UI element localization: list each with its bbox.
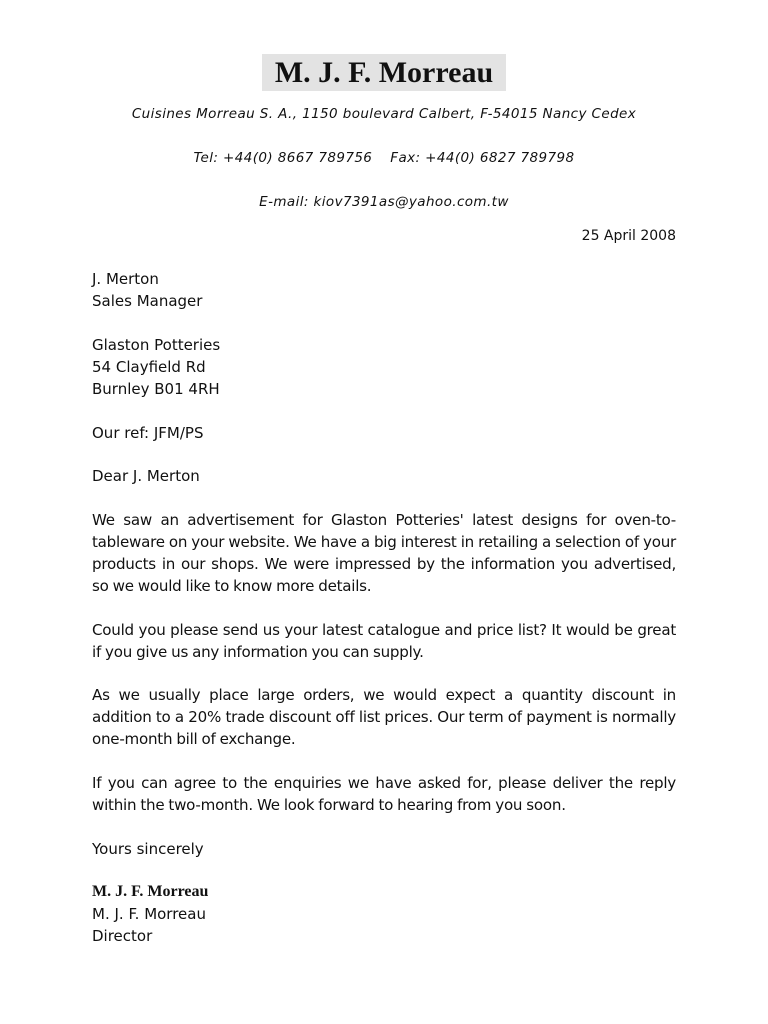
body-paragraph-2: Could you please send us your latest catalogue and price list? It would be great if you give us any information you can supply. xyxy=(92,621,676,661)
recipient-person xyxy=(92,268,676,312)
recipient-company: Glaston Potteries xyxy=(92,336,221,354)
letter-date: 25 April 2008 xyxy=(581,228,676,244)
letterhead-contact xyxy=(0,150,768,166)
letterhead-fax: Fax: +44(0) 6827 789798 xyxy=(390,150,575,166)
letterhead-tel: Tel: +44(0) 8667 789756 xyxy=(193,150,373,166)
body-paragraph-3: As we usually place large orders, we would expect a quantity discount in addition to a 20% trade discount off list prices. Our term of payment is normally one-month bill of exchange. xyxy=(92,686,676,748)
recipient-name: J. Merton xyxy=(92,270,159,288)
letterhead-address: Cuisines Morreau S. A., 1150 boulevard Calbert, F-54015 Nancy Cedex xyxy=(131,106,637,122)
closing: Yours sincerely xyxy=(92,840,204,858)
recipient-city: Burnley B01 4RH xyxy=(92,380,220,398)
signature-block xyxy=(92,881,676,947)
signatory-position: Director xyxy=(92,927,153,945)
body-paragraph-1: We saw an advertisement for Glaston Potteries' latest designs for oven-to-tableware on your website. We have a big interest in retailing a selection of your products in our shops. We were impressed by the information you advertised, so we would like to know more details. xyxy=(92,511,676,595)
letterhead-name: M. J. F. Morreau xyxy=(262,54,506,91)
letterhead-email: E-mail: kiov7391as@yahoo.com.tw xyxy=(259,194,509,210)
recipient-title: Sales Manager xyxy=(92,292,203,310)
body-paragraph-4: If you can agree to the enquiries we have asked for, please deliver the reply within the two-month. We look forward to hearing from you soon. xyxy=(92,774,676,814)
recipient-street: 54 Clayfield Rd xyxy=(92,358,206,376)
salutation: Dear J. Merton xyxy=(92,467,200,485)
typed-name: M. J. F. Morreau xyxy=(92,905,206,923)
recipient-address xyxy=(92,334,676,400)
reference-line: Our ref: JFM/PS xyxy=(92,424,204,442)
signature-name: M. J. F. Morreau xyxy=(92,883,209,900)
